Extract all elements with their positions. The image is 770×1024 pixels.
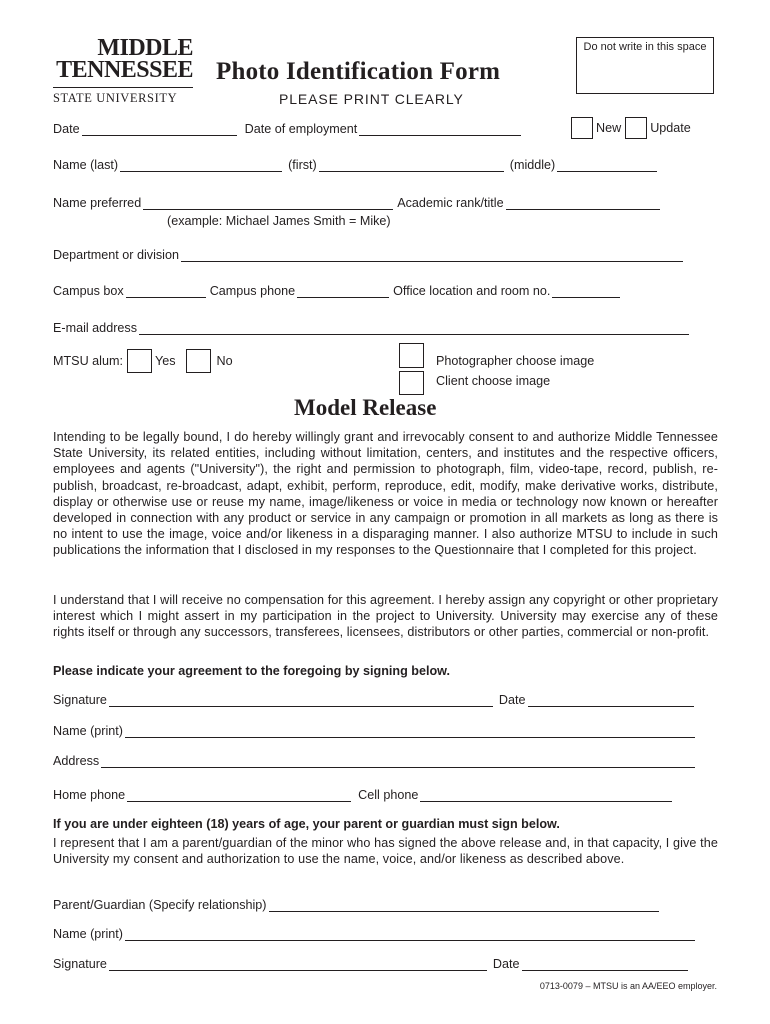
name-print-row bbox=[53, 724, 697, 738]
agreement-instruction: Please indicate your agreement to the foregoing by signing below. bbox=[53, 664, 451, 678]
department-label: Department or division bbox=[53, 248, 179, 262]
signature-label: Signature bbox=[53, 693, 107, 707]
minor-paragraph: I represent that I am a parent/guardian of the minor who has signed the above release and, in that capacity, I give the University my consent and authorization to use the name, voice, and/or likeness as described above. bbox=[53, 836, 718, 867]
name-print-2-row bbox=[53, 927, 697, 941]
academic-rank-field[interactable] bbox=[506, 197, 660, 210]
name-first-field[interactable] bbox=[319, 159, 504, 172]
date-label: Date bbox=[53, 122, 80, 136]
mtsu-logo bbox=[53, 37, 198, 106]
new-label: New bbox=[596, 121, 622, 135]
name-preferred-label: Name preferred bbox=[53, 196, 142, 210]
name-last-field[interactable] bbox=[120, 159, 282, 172]
date-field[interactable] bbox=[82, 123, 237, 136]
client-choose-checkbox[interactable] bbox=[399, 371, 424, 395]
cell-phone-field[interactable] bbox=[420, 789, 672, 802]
minor-heading: If you are under eighteen (18) years of age, your parent or guardian must sign below. bbox=[53, 817, 560, 831]
logo-line-2: TENNESSEE bbox=[56, 57, 193, 83]
name-print-2-label: Name (print) bbox=[53, 927, 123, 941]
signature-2-field[interactable] bbox=[109, 958, 487, 971]
campus-phone-label: Campus phone bbox=[209, 284, 296, 298]
academic-rank-label: Academic rank/title bbox=[397, 196, 504, 210]
home-phone-label: Home phone bbox=[53, 788, 126, 802]
example-note: (example: Michael James Smith = Mike) bbox=[167, 214, 391, 228]
parent-guardian-field[interactable] bbox=[269, 899, 659, 912]
name-first-label: (first) bbox=[288, 158, 317, 172]
name-print-label: Name (print) bbox=[53, 724, 123, 738]
new-update-row bbox=[571, 117, 691, 139]
new-checkbox[interactable] bbox=[571, 117, 593, 139]
footer-note: 0713-0079 – MTSU is an AA/EEO employer. bbox=[539, 981, 717, 991]
signature-field[interactable] bbox=[109, 694, 493, 707]
signature-date-label: Date bbox=[498, 693, 526, 707]
name-last-label: Name (last) bbox=[53, 158, 119, 172]
campus-phone-field[interactable] bbox=[297, 285, 389, 298]
address-row bbox=[53, 754, 697, 768]
release-paragraph-1: Intending to be legally bound, I do hereby willingly grant and irrevocably consent to and authorize Middle Tennessee State University, its related entities, including without limitation, centers, and institutes and the respective officers, employees and agents ("University"), the right and permission to photograph, film, video-tape, record, publish, re-publish, broadcast, re-broadcast, adapt, exhibit, perform, reproduce, edit, modify, make derivative works, distribute, display or otherwise use or reuse my name, image/likeness or voice in media or technology now known or hereafter developed in connection with any product or service in any campaign or promotion in all markets as long as there is no intent to use the image, voice and/or likeness in a disparaging manner. I also authorize MTSU to include in such publications the information that I disclosed in my responses to the Questionnaire that I completed for this project. bbox=[53, 430, 718, 558]
parent-guardian-row bbox=[53, 898, 661, 912]
office-location-label: Office location and room no. bbox=[393, 284, 551, 298]
update-label: Update bbox=[650, 121, 691, 135]
alum-yes-label: Yes bbox=[154, 354, 176, 368]
parent-guardian-label: Parent/Guardian (Specify relationship) bbox=[53, 898, 267, 912]
office-use-box bbox=[576, 37, 714, 94]
model-release-title: Model Release bbox=[294, 395, 437, 420]
name-preferred-field[interactable] bbox=[143, 197, 393, 210]
date-row bbox=[53, 122, 523, 136]
name-print-field[interactable] bbox=[125, 725, 695, 738]
name-middle-field[interactable] bbox=[557, 159, 657, 172]
name-row bbox=[53, 158, 659, 172]
logo-line-3: STATE UNIVERSITY bbox=[53, 87, 193, 106]
alum-no-label: No bbox=[216, 354, 233, 368]
photographer-choose-checkbox[interactable] bbox=[399, 343, 424, 368]
campus-box-field[interactable] bbox=[126, 285, 206, 298]
signature-row bbox=[53, 693, 696, 707]
signature-2-label: Signature bbox=[53, 957, 107, 971]
signature-2-date-label: Date bbox=[492, 957, 520, 971]
email-row bbox=[53, 321, 691, 335]
alum-no-checkbox[interactable] bbox=[186, 349, 211, 373]
cell-phone-label: Cell phone bbox=[358, 788, 419, 802]
campus-box-label: Campus box bbox=[53, 284, 124, 298]
date-employment-field[interactable] bbox=[359, 123, 521, 136]
release-paragraph-2: I understand that I will receive no compensation for this agreement. I hereby assign any copyright or other proprietary interest which I might assert in my participation in the project to University. University may exercise any of these rights itself or through any successors, transferees, licensees, distributors or other parties, commercial or non-profit. bbox=[53, 593, 718, 640]
email-field[interactable] bbox=[139, 322, 689, 335]
signature-date-field[interactable] bbox=[528, 694, 694, 707]
campus-row bbox=[53, 284, 622, 298]
address-label: Address bbox=[53, 754, 100, 768]
email-label: E-mail address bbox=[53, 321, 137, 335]
department-row bbox=[53, 248, 685, 262]
signature-2-row bbox=[53, 957, 690, 971]
name-middle-label: (middle) bbox=[509, 158, 556, 172]
address-field[interactable] bbox=[101, 755, 695, 768]
alum-yes-checkbox[interactable] bbox=[127, 349, 152, 373]
phone-row bbox=[53, 788, 674, 802]
department-field[interactable] bbox=[181, 249, 683, 262]
date-employment-label: Date of employment bbox=[244, 122, 358, 136]
logo-line-1: MIDDLE bbox=[97, 35, 193, 61]
photographer-choose-label: Photographer choose image bbox=[436, 354, 595, 368]
name-print-2-field[interactable] bbox=[125, 928, 695, 941]
form-title: Photo Identification Form bbox=[216, 58, 501, 85]
signature-2-date-field[interactable] bbox=[522, 958, 688, 971]
office-location-field[interactable] bbox=[552, 285, 620, 298]
alum-label: MTSU alum: bbox=[53, 354, 123, 368]
name-preferred-row bbox=[53, 196, 662, 210]
update-checkbox[interactable] bbox=[625, 117, 647, 139]
office-use-text: Do not write in this space bbox=[583, 41, 707, 53]
client-choose-label: Client choose image bbox=[436, 374, 551, 388]
home-phone-field[interactable] bbox=[127, 789, 351, 802]
alum-row bbox=[53, 349, 233, 373]
print-clearly-note: PLEASE PRINT CLEARLY bbox=[279, 91, 464, 107]
